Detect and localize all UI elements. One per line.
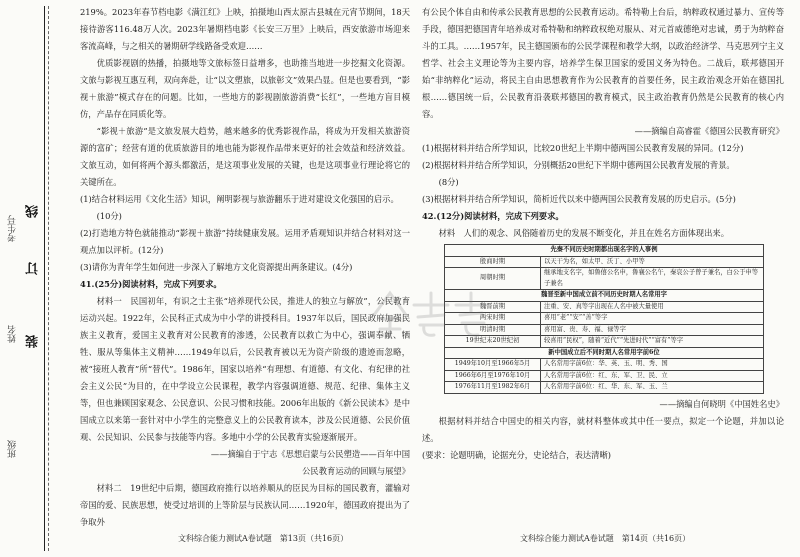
names-table	[444, 244, 764, 394]
watermark-logo	[368, 285, 490, 341]
question-item: (1)根据材料并结合所学知识，比较20世纪上半期中德两国公民教育发展的异同。(12分)	[422, 143, 744, 153]
question-item: (8分)	[438, 177, 459, 187]
table-cell: 明清时期	[445, 324, 541, 336]
seal-char-2: 订	[26, 262, 41, 275]
question-item: (3)根据材料并结合所学知识，简析近代以来中德两国公民教育发展的历史启示。(5分)	[422, 194, 736, 204]
table-cell: 喜用“老”“安”“善”等字	[541, 313, 764, 325]
table-cell: 以天干为名，如太甲、沃丁、小甲等	[541, 256, 764, 268]
table-cell: 殷商时期	[445, 256, 541, 268]
paragraph: “影视＋旅游”是文旅发展大趋势，越来越多的优秀影视作品，将成为开发相关旅游资源的富矿；经营有道的优质旅游目的地也能为影视作品带来更好的社会效益和经济效益。文旅互动，如何将两个源头都激活，是这项事业发展的关键，也是这项事业行理论将它的关键所在。	[80, 126, 410, 187]
table-cell: 19世纪末20世纪初	[445, 336, 541, 348]
table-section-header: 魏晋至新中国成立前不同历史时期人名常用字	[445, 290, 764, 302]
paragraph: 优质影视剧的热播，拍摄地等文旅标签日益增多，也助推当地进一步挖掘文化资源。文旅与影视互惠互利，双向奔赴，让“以文塑旅，以旅彰文”效果凸显。但是也要看到，“影视＋旅游”模式存在的问题。比如，一些地方的影视剧旅游消费“长红”，一些地方盲目模仿，产品存在同质化等。	[80, 58, 410, 119]
table-cell: 1976年11月至1982年6月	[445, 382, 541, 394]
source-citation: ——摘编自于宁志《思想启蒙与公民塑造——百年中国	[210, 449, 410, 459]
question-item: (3)请你为青年学生如何进一步深入了解地方文化资源提出两条建议。(4分)	[80, 262, 353, 272]
table-cell: 1966年6月至1976年10月	[445, 370, 541, 382]
table-section-header: 先秦不同历史时期都出现名字的人事例	[445, 245, 764, 257]
table-cell: 1949年10月至1966年5月	[445, 359, 541, 371]
seal-char-3: 线	[26, 205, 41, 218]
source-citation: 公民教育运动的回顾与展望》	[302, 466, 410, 476]
material-paragraph: 材料二 19世纪中后期，德国政府推行以培养顺从的臣民为目标的国民教育，灌输对帝国的爱、民族思想，使受过培训的上等阶层与民族认同……1920年，德国政府提出为了争取外	[80, 483, 410, 527]
table-cell: 继承地支名字，如鲁僖公名申，鲁襄公名午，秦哀公子曾子兼名，白公于申等子兼名	[541, 268, 764, 290]
right-page-column	[422, 4, 784, 464]
table-cell: 周朝时期	[445, 268, 541, 290]
page-footer-right: 文科综合能力测试A卷试题 第14页（共16页）	[520, 534, 691, 543]
cut-line	[48, 6, 49, 551]
question-item: 根据材料并结合中国史的相关内容，就材料整体或其中任一要点，拟定一个论题，并加以论述。	[422, 415, 784, 443]
table-cell: 较喜用“民权”，随着“近代”“先进时代”“富有”等字	[541, 336, 764, 348]
class-label: 班级	[8, 440, 18, 458]
page-footer-left: 文科综合能力测试A卷试题 第13页（共16页）	[178, 534, 349, 543]
question-item: (1)结合材料运用《文化生活》知识，阐明影视与旅游翻乐于进对建设文化强国的启示。	[80, 194, 399, 204]
binding-margin	[0, 0, 60, 557]
table-cell: 注重、安、真等字出现在人名中被大量使用	[541, 301, 764, 313]
paragraph: 219%。2023年春节档电影《满江红》上映，拍摄地山西太原古县城在元宵节期间，18天接待游客116.48万人次。2023年暑期档电影《长安三万里》上映后，西安旅游市场迎来客流高峰，与之相关的暑期研学线路备受欢迎……	[80, 7, 410, 51]
table-row	[445, 301, 764, 313]
name-label: 姓名	[8, 325, 18, 343]
table-cell: 人名常用字前6位：华、英、玉、明、秀、国	[541, 359, 764, 371]
exam-no-label: 考生号	[8, 215, 18, 242]
material-paragraph: 材料一 民国初年，有识之士主张“培养现代公民，推进人的独立与解放”，公民教育运动兴起。1922年，公民科正式成为中小学的讲授科目。1937年以后，国民政府加强民族主义教育，爱国主义教育对公民教育的渗透，公民教育以救亡为中心，强调奉献、牺牲、服从等集体主义精神……1949年以后，公民教育被以无为资产阶级的遗迹而忽略，被“接班人教育”所“替代”。1986年，国家以培养“有理想、有道德、有文化、有纪律的社会主义公民”为目的，在中学设立公民课程，教学内容强调道德、规范、纪律、集体主义等，但也兼顾国家观念、公民意识、公民习惯和技能。2006年出版的《新公民读本》是中国成立以来第一套针对中小学生的完整意义上的公民教育读本，涉及公民道德、公民价值观、公民知识、公民参与技能等内容。多地中小学的公民教育实验逐渐展开。	[80, 296, 410, 442]
table-cell: 喜用富、贵、寿、福、禄等字	[541, 324, 764, 336]
source-citation: ——摘编自高睿霍《德国公民教育研究》	[634, 126, 784, 136]
question-header: 41.(25分)阅读材料，完成下列要求。	[80, 279, 222, 289]
table-row	[445, 256, 764, 268]
table-row	[445, 336, 764, 348]
question-header: 42.(12分)阅读材料，完成下列要求。	[422, 211, 564, 221]
table-row	[445, 268, 764, 290]
table-cell: 人名常用字前6位：红、东、军、卫、民、立	[541, 370, 764, 382]
question-item: (2)打造地方特色就能推动“影视＋旅游”持续健康发展。运用矛盾观知识并结合材料对这一观点加以评析。(12分)	[80, 228, 410, 255]
material-paragraph: 材料 人们的观念、风俗随着历史的发展不断变化，并且在姓名方面体现出来。	[438, 228, 729, 238]
table-row	[445, 359, 764, 371]
question-item: (10分)	[96, 211, 122, 221]
binding-line	[44, 6, 45, 551]
question-item: (2)根据材料并结合所学知识，分别概括20世纪下半期中德两国公民教育发展的背景。	[422, 160, 735, 170]
question-requirement: (要求：论题明确，论据充分，史论结合，表达清晰)	[422, 449, 612, 460]
left-page-column	[80, 4, 410, 531]
table-cell: 人名常用字前6位：红、华、东、军、玉、兰	[541, 382, 764, 394]
table-row	[445, 324, 764, 336]
source-citation: ——摘编自何晓明《中国姓名史》	[659, 398, 784, 409]
seal-char-1: 装	[26, 335, 41, 348]
table-section-header: 新中国成立后不同时期人名常用字前6位	[445, 347, 764, 359]
table-row	[445, 313, 764, 325]
table-row	[445, 370, 764, 382]
table-cell: 魏晋前期	[445, 301, 541, 313]
paragraph: 有公民个体自由和传承公民教育思想的公民教育运动。希特勒上台后，纳粹政权通过暴力、宣传等手段，德国把德国青年培养成对希特勒和纳粹政权绝对服从、对元首威德绝对忠诚，勇于为纳粹奋斗的工具。……1957年，民主德国颁布的公民学课程和教学大纲，以政治经济学、马克思列宁主义哲学、社会主义理论等为主要内容，培养学生保卫国家的爱国义务为特色。二战后，联邦德国开始“非纳粹化”运动，将民主自由思想教育作为公民教育的首要任务，民主政治观念开始在德国扎根……德国统一后，公民教育沿袭联邦德国的教育模式，民主政治教育仍然是公民教育的核心内容。	[422, 7, 784, 119]
table-cell: 两宋时期	[445, 313, 541, 325]
table-row	[445, 382, 764, 394]
